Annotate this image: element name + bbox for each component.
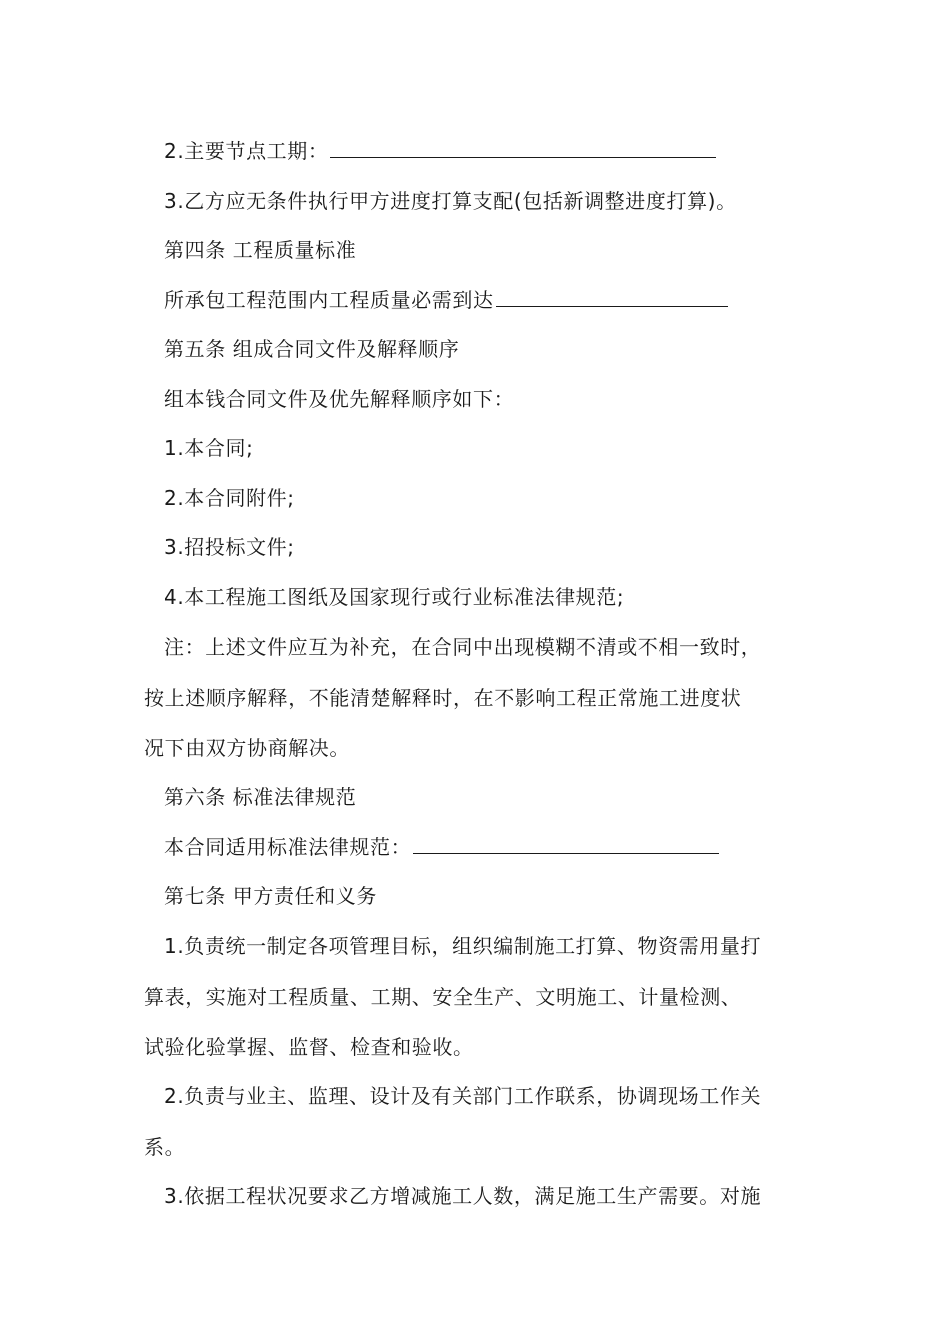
line-text: 3.乙方应无条件执行甲方进度打算支配(包括新调整进度打算)。: [164, 189, 737, 213]
text-line: [144, 1033, 474, 1061]
line-text: 注：上述文件应互为补充，在合同中出现模糊不清或不相一致时，: [164, 635, 762, 659]
line-text: 3.招投标文件;: [164, 535, 295, 559]
list-item: [164, 583, 624, 611]
line-text: 本合同适用标准法律规范：: [164, 835, 412, 859]
text-line: [164, 1182, 761, 1210]
line-text: 2.本合同附件;: [164, 486, 295, 510]
line-text: 2.负责与业主、监理、设计及有关部门工作联系，协调现场工作关: [164, 1084, 762, 1108]
text-line: [164, 833, 719, 861]
list-item: [164, 434, 253, 462]
text-line: [164, 633, 761, 661]
fill-in-blank: [413, 833, 719, 854]
line-text: 第五条 组成合同文件及解释顺序: [164, 337, 460, 361]
line-text: 所承包工程范围内工程质量必需到达: [164, 288, 494, 312]
section-heading: [164, 882, 377, 910]
text-line: [164, 137, 716, 165]
text-line: [144, 684, 741, 712]
text-line: [164, 187, 737, 215]
line-text: 算表，实施对工程质量、工期、安全生产、文明施工、计量检测、: [144, 985, 742, 1009]
fill-in-blank: [330, 137, 716, 158]
line-text: 试验化验掌握、监督、检查和验收。: [144, 1035, 474, 1059]
text-line: [164, 286, 728, 314]
line-text: 第六条 标准法律规范: [164, 785, 357, 809]
section-heading: [164, 236, 356, 264]
text-line: [144, 734, 350, 762]
line-text: 系。: [144, 1135, 186, 1159]
line-text: 第七条 甲方责任和义务: [164, 884, 377, 908]
text-line: [144, 1133, 185, 1161]
line-text: 4.本工程施工图纸及国家现行或行业标准法律规范;: [164, 585, 625, 609]
section-heading: [164, 335, 459, 363]
text-line: [164, 932, 761, 960]
line-text: 第四条 工程质量标准: [164, 238, 357, 262]
section-heading: [164, 783, 356, 811]
line-text: 2.主要节点工期：: [164, 139, 329, 163]
list-item: [164, 533, 295, 561]
text-line: [164, 1082, 761, 1110]
line-text: 组本钱合同文件及优先解释顺序如下：: [164, 387, 515, 411]
line-text: 况下由双方协商解决。: [144, 736, 350, 760]
line-text: 3.依据工程状况要求乙方增减施工人数，满足施工生产需要。对施: [164, 1184, 762, 1208]
line-text: 1.负责统一制定各项管理目标，组织编制施工打算、物资需用量打: [164, 934, 762, 958]
text-line: [144, 983, 741, 1011]
text-line: [164, 385, 514, 413]
fill-in-blank: [496, 286, 728, 307]
list-item: [164, 484, 295, 512]
line-text: 1.本合同;: [164, 436, 254, 460]
line-text: 按上述顺序解释，不能清楚解释时，在不影响工程正常施工进度状: [144, 686, 742, 710]
